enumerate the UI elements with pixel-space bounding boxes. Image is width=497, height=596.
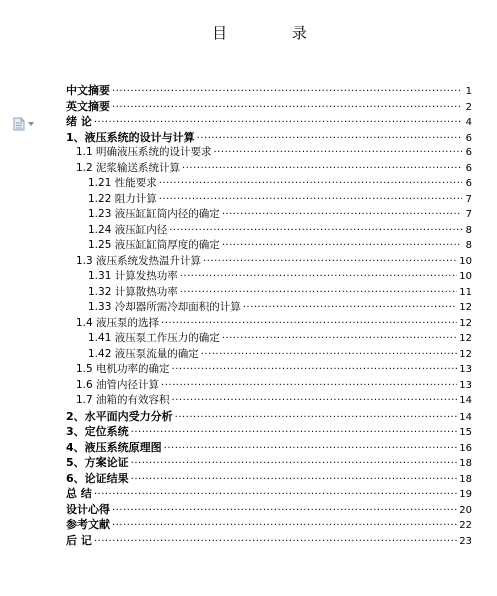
toc-leader-dots [222, 331, 458, 347]
toc-entry[interactable] [66, 130, 472, 146]
toc-leader-dots [203, 254, 457, 270]
toc-page-number: 8 [465, 224, 472, 236]
toc-page-number: 6 [465, 147, 472, 158]
toc-entry[interactable] [66, 393, 472, 409]
toc-leader-dots [222, 238, 462, 254]
toc-entry-label: 6、论证结果 [66, 471, 129, 485]
toc-page-number: 13 [459, 379, 472, 391]
toc-leader-dots [172, 362, 458, 378]
toc-page-number: 14 [459, 411, 472, 423]
toc-page-number: 6 [465, 178, 472, 189]
dropdown-arrow-icon [28, 122, 34, 126]
toc-leader-dots [172, 393, 458, 409]
toc-page-number: 15 [459, 427, 472, 438]
toc-leader-dots [161, 378, 457, 394]
toc-entry[interactable] [66, 300, 472, 316]
toc-page-number: 18 [459, 473, 472, 485]
toc-entry-label: 3、定位系统 [66, 425, 129, 438]
toc-leader-dots [180, 269, 458, 285]
toc-page-number: 6 [465, 162, 472, 174]
toc-leader-dots [112, 84, 462, 100]
toc-entry-label: 1.5 电机功率的确定 [76, 363, 170, 375]
toc-entry[interactable] [66, 238, 472, 254]
toc-leader-dots [180, 285, 458, 301]
toc-leader-dots [131, 425, 458, 441]
toc-entry-label: 1.42 液压泵流量的确定 [88, 347, 199, 360]
toc-leader-dots [164, 441, 458, 457]
toc-entry[interactable] [66, 455, 472, 471]
toc-entry-label: 1.6 油管内径计算 [76, 378, 160, 391]
toc-entry-label: 5、方案论证 [66, 456, 129, 469]
toc-entry[interactable] [66, 223, 472, 239]
toc-page-number: 14 [459, 395, 472, 406]
toc-leader-dots [159, 176, 462, 192]
toc-entry-label: 1.41 液压泵工作压力的确定 [88, 332, 220, 344]
toc-page-number: 8 [465, 240, 472, 251]
toc-page-number: 12 [459, 333, 472, 344]
toc-leader-dots [182, 161, 462, 177]
document-icon [13, 117, 25, 131]
toc-leader-dots [131, 456, 458, 472]
toc-entry[interactable] [66, 378, 472, 394]
toc-entry-label: 1.21 性能要求 [88, 177, 157, 189]
toc-entry-label: 1.2 泥浆输送系统计算 [76, 161, 181, 174]
margin-options[interactable] [13, 116, 41, 132]
toc-entry-label: 1.1 明确液压系统的设计要求 [76, 146, 212, 158]
toc-leader-dots [159, 192, 462, 208]
toc-leader-dots [94, 487, 457, 503]
toc-entry-label: 1.25 液压缸缸筒厚度的确定 [88, 239, 220, 251]
toc-leader-dots [112, 503, 457, 519]
table-of-contents [66, 83, 472, 548]
toc-entry[interactable] [66, 99, 472, 115]
toc-page-number: 12 [459, 348, 472, 360]
toc-entry[interactable] [66, 347, 472, 363]
toc-page-number: 10 [459, 255, 472, 267]
toc-entry[interactable] [66, 440, 472, 456]
toc-page-number: 6 [465, 132, 472, 144]
toc-leader-dots [131, 472, 458, 488]
toc-leader-dots [243, 300, 458, 316]
toc-leader-dots [161, 316, 457, 332]
toc-page-number: 4 [465, 117, 472, 128]
toc-entry[interactable] [66, 207, 472, 223]
toc-leader-dots [112, 100, 462, 116]
toc-entry-label: 4、液压系统原理图 [66, 440, 162, 454]
toc-entry-label: 1.32 计算散热功率 [88, 285, 178, 298]
toc-entry-label: 1.4 液压泵的选择 [76, 316, 160, 329]
toc-entry-label: 中文摘要 [66, 84, 110, 97]
toc-entry-label: 1.23 液压缸缸筒内径的确定 [88, 208, 220, 220]
toc-entry[interactable] [66, 409, 472, 425]
toc-entry[interactable] [66, 316, 472, 332]
toc-entry-label: 设计心得 [66, 502, 110, 516]
toc-entry-label: 绪 论 [66, 115, 92, 128]
toc-entry[interactable] [66, 176, 472, 192]
toc-page-number: 7 [465, 193, 472, 205]
toc-page-number: 10 [459, 271, 472, 282]
toc-entry[interactable] [66, 192, 472, 208]
toc-entry-label: 英文摘要 [66, 99, 110, 113]
toc-leader-dots [169, 223, 462, 239]
toc-entry[interactable] [66, 161, 472, 177]
toc-entry-label: 1.7 油箱的有效容积 [76, 394, 170, 406]
toc-entry-label: 1.22 阻力计算 [88, 192, 157, 205]
toc-page-number: 12 [459, 302, 472, 313]
toc-entry[interactable] [66, 486, 472, 502]
toc-page-number: 1 [465, 86, 472, 97]
toc-entry-label: 1.24 液压缸内径 [88, 223, 168, 236]
toc-entry[interactable] [66, 285, 472, 301]
toc-entry-label: 2、水平面内受力分析 [66, 409, 173, 423]
toc-leader-dots [94, 534, 457, 550]
toc-page-number: 2 [465, 101, 472, 113]
toc-page-number: 19 [459, 489, 472, 500]
toc-entry[interactable] [66, 502, 472, 518]
page-title: 目 录 [212, 24, 337, 42]
toc-entry[interactable] [66, 424, 472, 440]
toc-entry[interactable] [66, 269, 472, 285]
toc-entry-label: 1、液压系统的设计与计算 [66, 130, 195, 144]
toc-entry[interactable] [66, 471, 472, 487]
toc-page-number: 16 [459, 442, 472, 454]
toc-entry-label: 1.33 冷却器所需冷却面积的计算 [88, 301, 241, 313]
toc-leader-dots [201, 347, 458, 363]
toc-entry[interactable] [66, 83, 472, 99]
toc-entry-label: 参考文献 [66, 518, 110, 531]
toc-page-number: 13 [459, 364, 472, 375]
toc-page-number: 18 [459, 458, 472, 469]
toc-page-number: 7 [465, 209, 472, 220]
toc-leader-dots [222, 207, 462, 223]
toc-leader-dots [94, 115, 462, 131]
toc-leader-dots [112, 518, 457, 534]
toc-entry[interactable] [66, 362, 472, 378]
toc-page-number: 11 [459, 286, 472, 298]
toc-leader-dots [175, 410, 458, 426]
toc-leader-dots [214, 145, 462, 161]
toc-entry-label: 1.31 计算发热功率 [88, 270, 178, 282]
toc-entry[interactable] [66, 517, 472, 533]
toc-entry[interactable] [66, 145, 472, 161]
toc-page-number: 23 [459, 535, 472, 547]
toc-entry-label: 后 记 [66, 533, 92, 547]
toc-page-number: 22 [459, 520, 472, 531]
toc-entry[interactable] [66, 254, 472, 270]
toc-entry-label: 1.3 液压系统发热温升计算 [76, 254, 202, 267]
toc-entry[interactable] [66, 114, 472, 130]
toc-entry[interactable] [66, 331, 472, 347]
toc-page-number: 12 [459, 317, 472, 329]
toc-page-number: 20 [459, 504, 472, 516]
toc-leader-dots [197, 131, 462, 147]
toc-entry-label: 总 结 [66, 487, 92, 500]
toc-entry[interactable] [66, 533, 472, 549]
